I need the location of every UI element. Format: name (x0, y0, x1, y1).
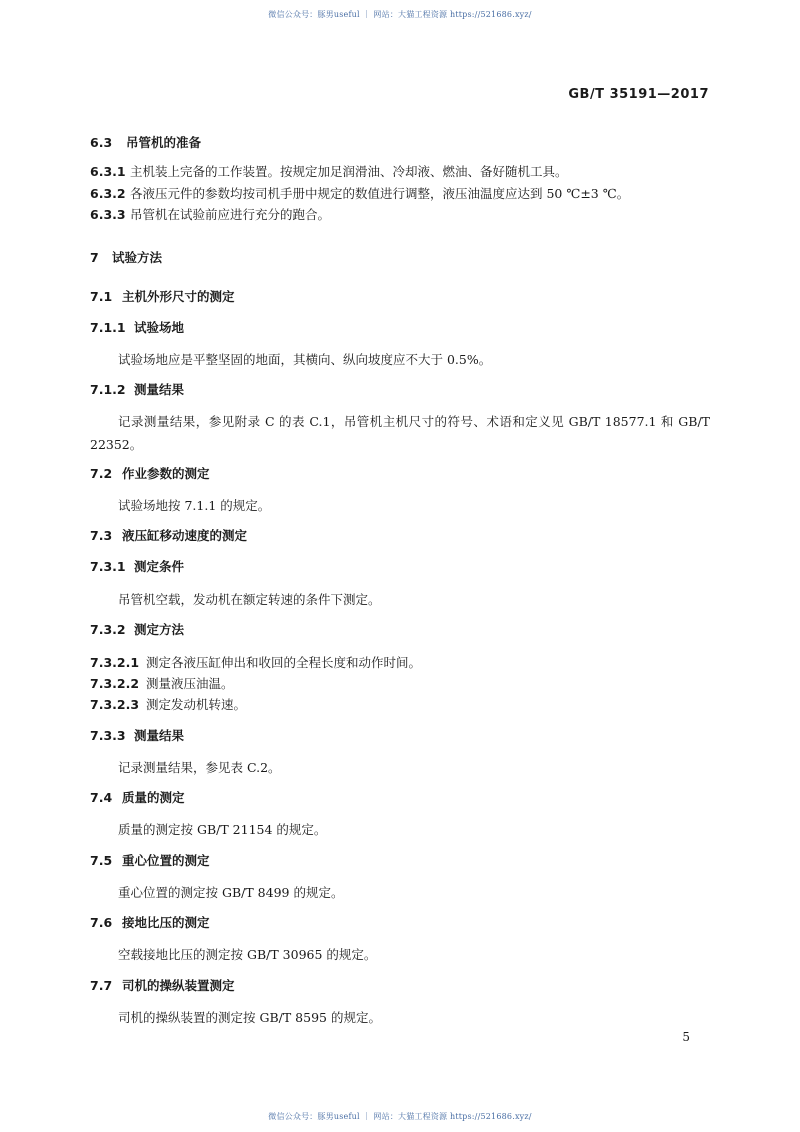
heading-number: 7.3.1 (90, 559, 126, 574)
paragraph-7-6: 空载接地比压的测定按 GB/T 30965 的规定。 (118, 947, 377, 962)
watermark-bottom: 微信公众号：豚男useful ｜ 网站：大猫工程资源 https://521686.xyz/ (268, 1112, 532, 1121)
paragraph-7-3-3: 记录测量结果，参见表 C.2。 (118, 760, 281, 775)
heading-title: 接地比压的测定 (122, 915, 210, 930)
clause-number: 6.3.3 (90, 207, 126, 222)
heading-title: 测定方法 (134, 622, 185, 637)
paragraph-7-3-1: 吊管机空载，发动机在额定转速的条件下测定。 (118, 592, 381, 607)
heading-title: 司机的操纵装置测定 (122, 978, 235, 993)
heading-title: 测量结果 (134, 728, 185, 743)
paragraph-7-4: 质量的测定按 GB/T 21154 的规定。 (118, 822, 327, 837)
paragraph-7-2: 试验场地按 7.1.1 的规定。 (118, 498, 271, 513)
heading-title: 质量的测定 (122, 790, 185, 805)
heading-title: 吊管机的准备 (126, 135, 202, 150)
clause-7-3-2-2 (90, 676, 234, 692)
clause-6-3-3 (90, 207, 330, 223)
heading-7-3 (90, 528, 247, 544)
heading-7-1 (90, 289, 235, 305)
watermark-top: 微信公众号：豚男useful ｜ 网站：大猫工程资源 https://521686.xyz/ (268, 10, 532, 19)
heading-number: 7.3.2 (90, 622, 126, 637)
heading-7-3-3 (90, 728, 184, 744)
heading-7-7 (90, 978, 235, 994)
heading-number: 7.1.2 (90, 382, 126, 397)
heading-number: 7.6 (90, 915, 113, 930)
standard-number: GB/T 35191—2017 (568, 87, 709, 102)
heading-title: 试验场地 (134, 320, 185, 335)
heading-number: 7.7 (90, 978, 113, 993)
clause-text: 测量液压油温。 (146, 676, 234, 691)
heading-number: 7.3 (90, 528, 113, 543)
heading-7-6 (90, 915, 210, 931)
clause-text: 吊管机在试验前应进行充分的跑合。 (130, 207, 331, 222)
clause-text: 各液压元件的参数均按司机手册中规定的数值进行调整，液压油温度应达到 50 ℃±3 ℃。 (130, 186, 630, 201)
heading-7-1-2 (90, 382, 184, 398)
paragraph-7-1-2: 记录测量结果，参见附录 C 的表 C.1，吊管机主机尺寸的符号、术语和定义见 GB/T 18577.1 和 GB/T 22352。 (90, 414, 710, 452)
clause-number: 6.3.1 (90, 164, 126, 179)
heading-title: 测量结果 (134, 382, 185, 397)
clause-7-3-2-3 (90, 697, 246, 713)
heading-number: 7.2 (90, 466, 113, 481)
heading-7-3-2 (90, 622, 184, 638)
heading-number: 7.5 (90, 853, 113, 868)
clause-6-3-1 (90, 164, 568, 180)
heading-7 (90, 250, 162, 266)
heading-number: 7.4 (90, 790, 113, 805)
clause-text: 测定发动机转速。 (146, 697, 247, 712)
clause-7-3-2-1 (90, 655, 421, 671)
heading-title: 液压缸移动速度的测定 (122, 528, 248, 543)
heading-title: 主机外形尺寸的测定 (122, 289, 235, 304)
page-number: 5 (682, 1030, 690, 1044)
heading-number: 7.3.3 (90, 728, 126, 743)
clause-text: 测定各液压缸伸出和收回的全程长度和动作时间。 (146, 655, 422, 670)
heading-7-5 (90, 853, 210, 869)
paragraph-7-5: 重心位置的测定按 GB/T 8499 的规定。 (118, 885, 344, 900)
heading-number: 7.1 (90, 289, 113, 304)
heading-title: 重心位置的测定 (122, 853, 210, 868)
clause-number: 7.3.2.3 (90, 697, 140, 712)
clause-number: 7.3.2.2 (90, 676, 140, 691)
heading-title: 作业参数的测定 (122, 466, 210, 481)
paragraph-7-7: 司机的操纵装置的测定按 GB/T 8595 的规定。 (118, 1010, 381, 1025)
heading-number: 6.3 (90, 135, 113, 150)
heading-6-3 (90, 135, 201, 151)
heading-number: 7 (90, 250, 99, 265)
heading-7-3-1 (90, 559, 184, 575)
clause-6-3-2 (90, 186, 629, 202)
heading-title: 试验方法 (112, 250, 163, 265)
heading-7-1-1 (90, 320, 184, 336)
heading-number: 7.1.1 (90, 320, 126, 335)
paragraph-7-1-1: 试验场地应是平整坚固的地面，其横向、纵向坡度应不大于 0.5%。 (118, 352, 492, 367)
heading-title: 测定条件 (134, 559, 185, 574)
clause-number: 7.3.2.1 (90, 655, 140, 670)
clause-number: 6.3.2 (90, 186, 126, 201)
heading-7-2 (90, 466, 210, 482)
clause-text: 主机装上完备的工作装置。按规定加足润滑油、冷却液、燃油、备好随机工具。 (130, 164, 568, 179)
heading-7-4 (90, 790, 185, 806)
